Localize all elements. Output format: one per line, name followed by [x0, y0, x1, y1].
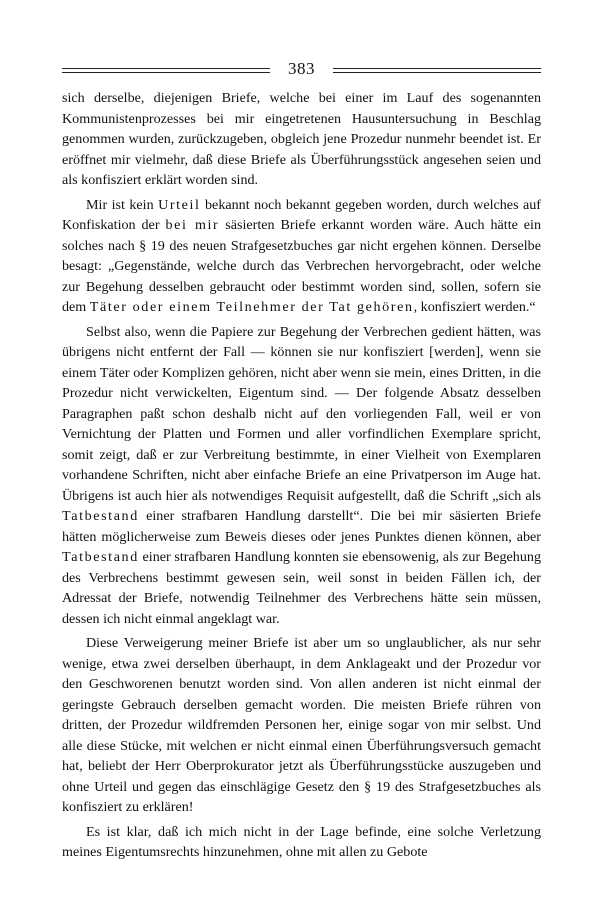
text-segment: einer strafbaren Handlung darstellt“. Die bei mir säsierten Briefe hätten möglicherweise zum Beweis dieses oder jenes Punktes dienen können, aber [62, 508, 541, 545]
text-segment: einer strafbaren Handlung konnten sie ebensowenig, als zur Begehung des Verbrechens bestimmt gewesen sein, weil sonst in beiden Fällen ich, der Adressat der Briefe, notwendig Teilnehmer des Verbrechens hätte sein müssen, dessen ich nicht einmal angeklagt war. [62, 549, 541, 627]
emphasized-text: Tatbestand [62, 508, 139, 524]
paragraph [62, 633, 541, 818]
page-header [62, 58, 541, 80]
body-text [62, 88, 541, 867]
paragraph [62, 322, 541, 630]
emphasized-text: bei mir [165, 217, 220, 233]
paragraph [62, 88, 541, 191]
emphasized-text: Täter oder einem Teilnehmer der Tat gehören [89, 299, 414, 315]
header-rule-right [333, 68, 541, 74]
emphasized-text: Tatbestand [62, 549, 139, 565]
text-segment: säsierten Briefe erkannt worden wäre. Auch hätte ein solches nach § 19 des neuen Strafgesetzbuches gar nicht ergehen können. Derselbe besagt: „Gegenstände, welche durch das Verbrechen hervorgebracht, oder welche zur Begehung desselben gebraucht oder bestimmt worden sind, sollen, sofern sie dem [62, 217, 542, 315]
paragraph [62, 195, 541, 318]
paragraph [62, 822, 541, 863]
text-segment: bekannt noch bekannt gegeben worden, durch welches auf Konfiskation der [62, 196, 541, 233]
page-number: 383 [288, 59, 315, 78]
text-segment: Es ist klar, daß ich mich nicht in der Lage befinde, eine solche Verletzung meines Eigentumsrechts hinzunehmen, ohne mit allen zu Gebote [62, 823, 541, 860]
text-segment: Diese Verweigerung meiner Briefe ist aber um so unglaublicher, als nur sehr wenige, etwa zwei derselben überhaupt, in dem Anklageakt und der Prozedur vor den Geschworenen benutzt worden sind. Von allen anderen ist nicht einmal der geringste Gebrauch derselben gemacht worden. Die meisten Briefe rühren von dritten, der Prozedur wildfremden Personen her, einige sogar von mir selbst. Und alle diese Stücke, mit welchen er nicht einmal einen Überführungsversuch gemacht hat, beliebt der Herr Oberprokurator jetzt als Überführungsstücke auszugeben und ohne Urteil und gegen das einschlägige Gesetz den § 19 des Strafgesetzbuches als konfisziert zu erklären! [62, 635, 541, 815]
emphasized-text: Urteil [158, 196, 201, 213]
text-segment: , konfisziert werden.“ [413, 299, 536, 315]
text-segment: Mir ist kein [86, 196, 159, 213]
text-segment: Selbst also, wenn die Papiere zur Begehung der Verbrechen gedient hätten, was übrigens nicht entfernt der Fall — können sie nur konfisziert [werden], wenn sie einem Täter oder Komplizen gehören, nicht aber wenn sie mein, eines Dritten, in die Prozedur nicht verwickelten, Eigentum sind. — Der folgende Absatz desselben Paragraphen paßt schon deshalb nicht auf den vorliegenden Fall, weil er von Vernichtung der Platten und Formen und aller vorfindlichen Exemplare spricht, somit zeigt, daß er zur Verbreitung bestimmte, in einer Vielheit von Exemplaren vorhandene Schriften, nicht aber einfache Briefe an eine Privatperson im Auge hat. Übrigens ist auch hier als notwendiges Requisit aufgestellt, daß die Schrift „sich als [62, 323, 541, 504]
text-segment: sich derselbe, diejenigen Briefe, welche bei einer im Lauf des sogenannten Kommunistenprozesses bei mir eingetretenen Hausuntersuchung in Beschlag genommen wurden, zurückzugeben, obgleich jene Prozedur nunmehr beendet ist. Er eröffnet mir vielmehr, daß diese Briefe als Überführungsstück angesehen seien und als konfisziert erklärt worden sind. [62, 90, 541, 188]
